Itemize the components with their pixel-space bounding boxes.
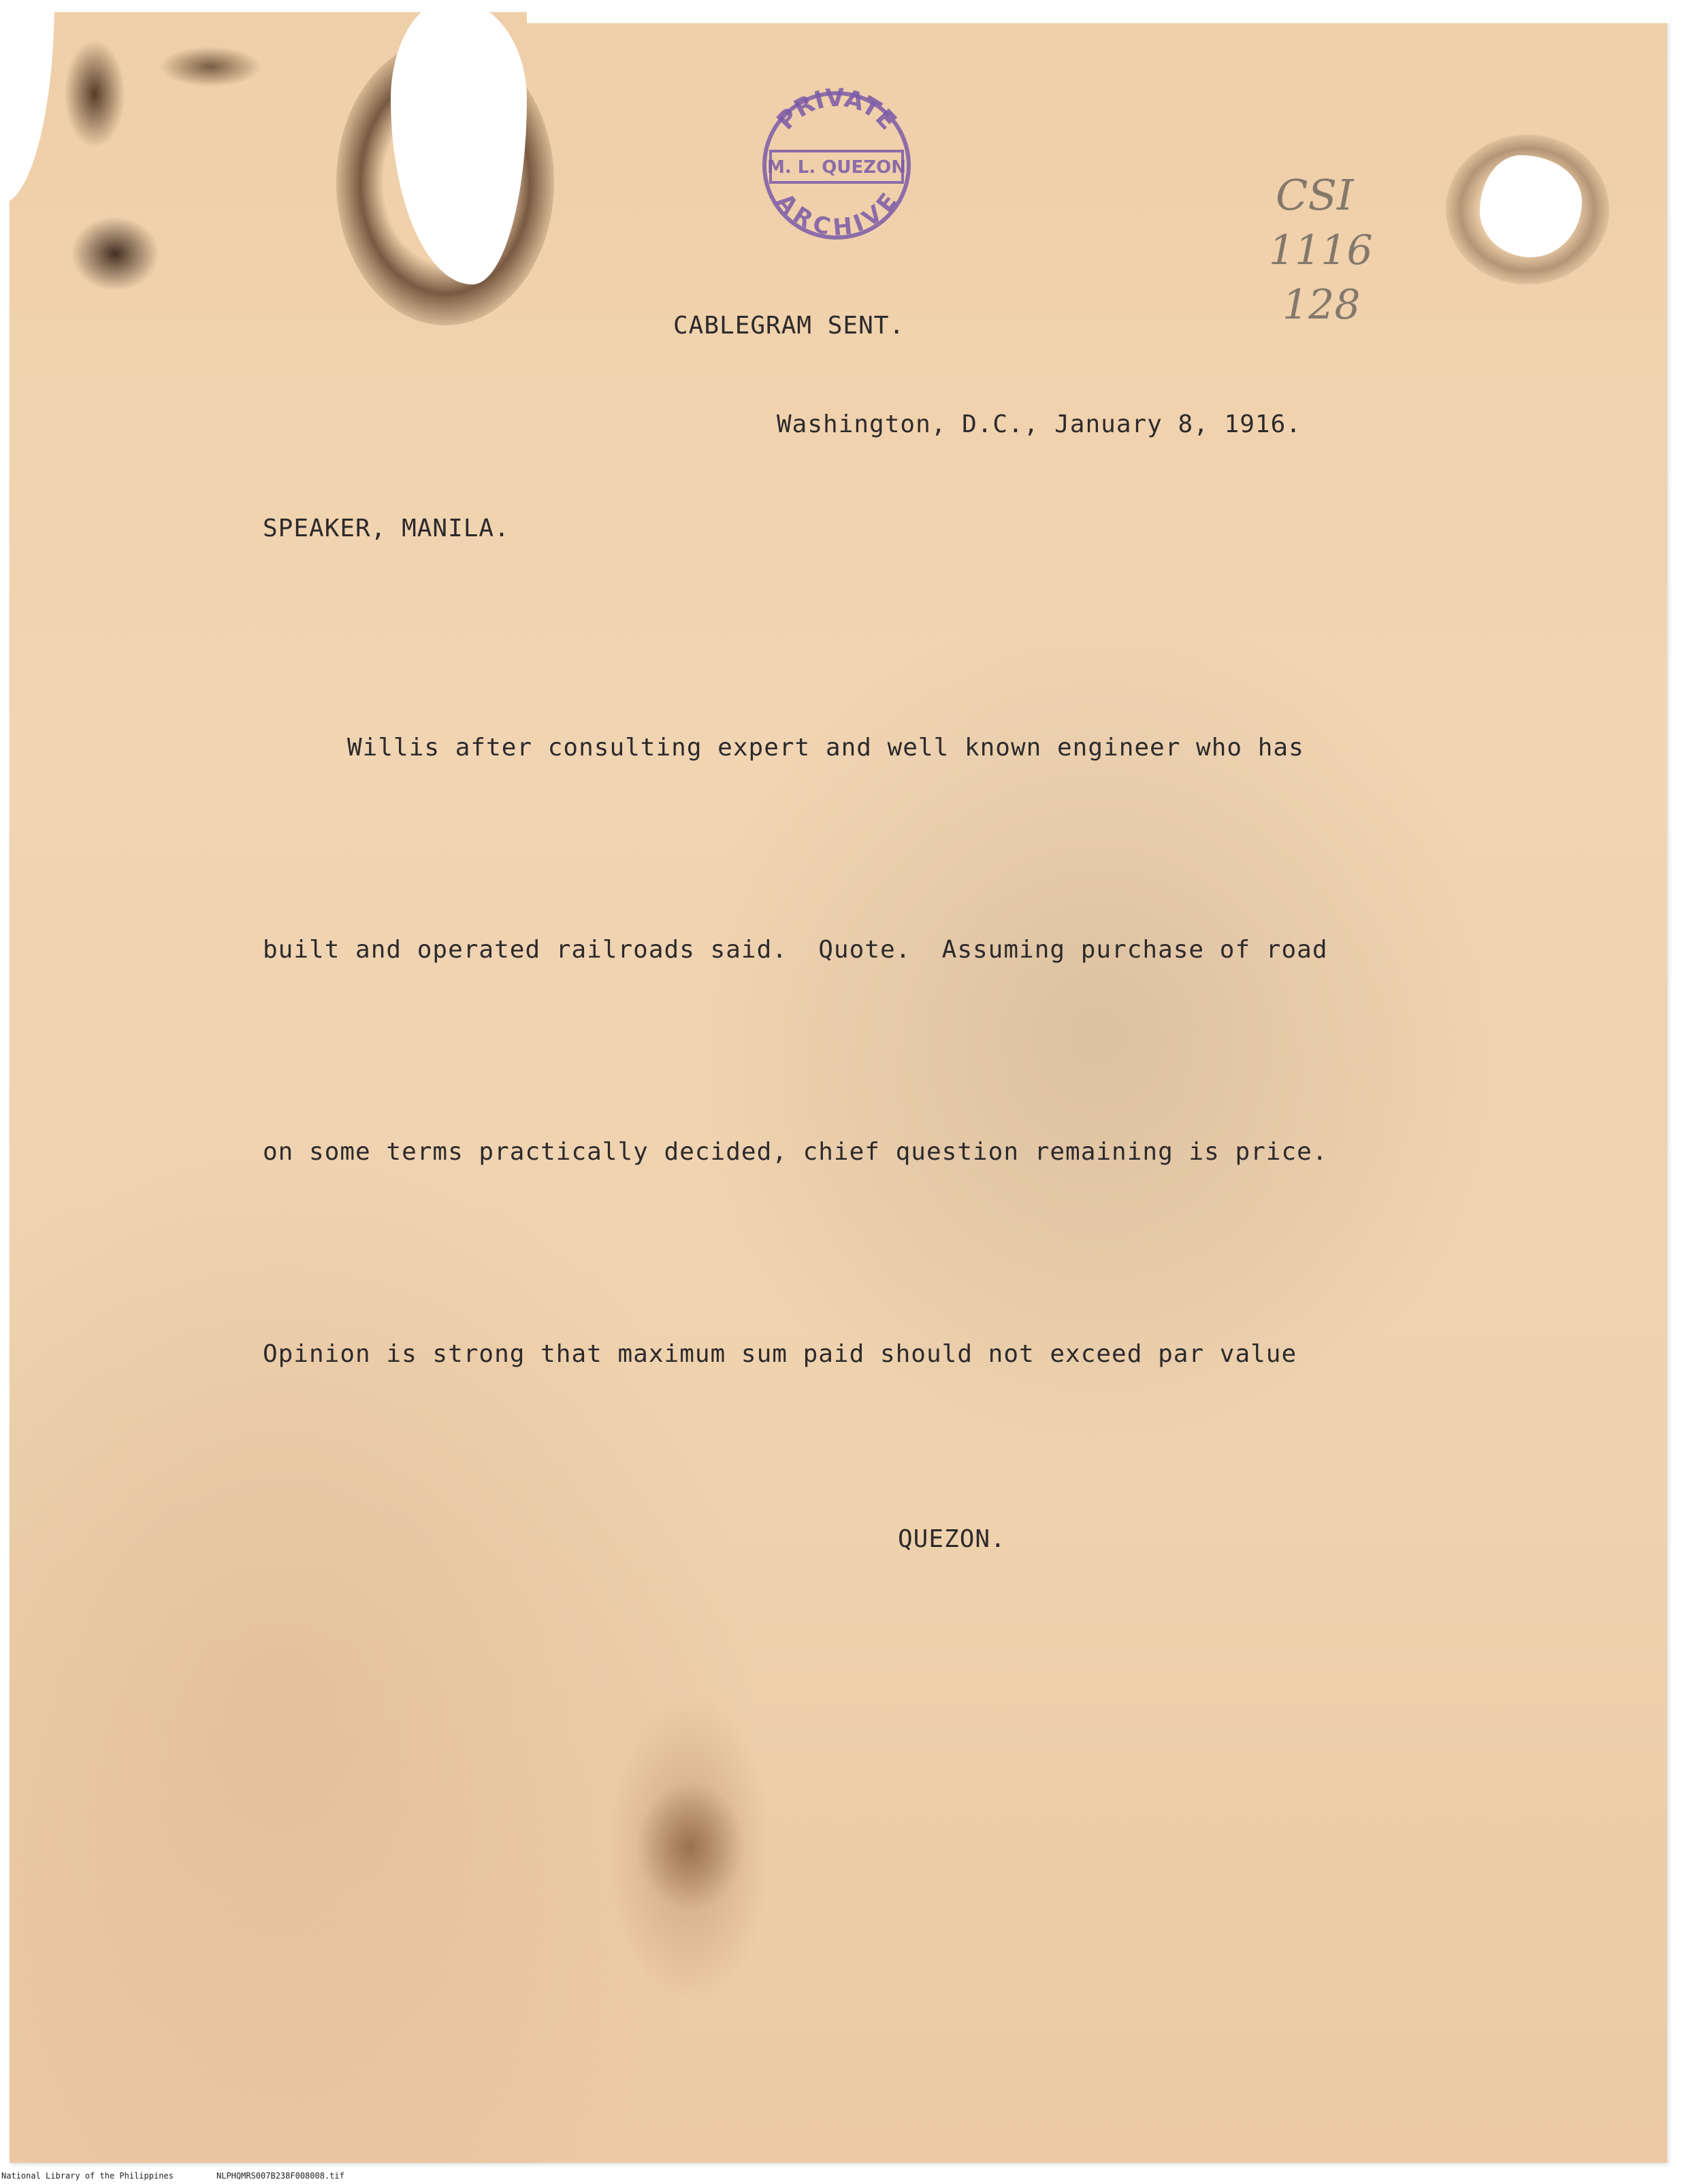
stamp-top-text: PRIVATE [771,87,902,135]
burn-stain-top [159,46,261,87]
pencil-note-line-3: 128 [1282,281,1361,329]
document-title: CABLEGRAM SENT. [673,312,905,340]
pencil-note-line-1: CSI [1276,170,1354,220]
body-line: on some terms practically decided, chief question remaining is price. [263,1138,1328,1166]
paper-sheet [10,12,1667,2163]
burn-stain-left [71,216,159,291]
message-body [263,579,1488,1423]
torn-corner-top-left [0,0,54,204]
burn-stain-top-left [64,39,125,148]
torn-top-edge [527,0,1670,23]
pencil-note-line-2: 1116 [1269,227,1373,274]
footer-library: National Library of the Philippines [1,2171,174,2181]
dateline: Washington, D.C., January 8, 1916. [777,410,1301,438]
footer-filename: NLPHQMRS007B238F008008.tif [216,2171,344,2181]
salutation: SPEAKER, MANILA. [263,515,510,542]
stamp-bottom-text: ARCHIVE [771,188,903,242]
stain-lower-center [636,1782,745,1911]
signature: QUEZON. [898,1525,1006,1553]
pencil-annotation [1262,162,1398,339]
body-line: Willis after consulting expert and well known engineer who has [347,734,1304,762]
body-line: built and operated railroads said. Quote. Assuming purchase of road [263,936,1328,964]
private-archive-stamp [758,87,915,244]
stamp-center-text: M. L. QUEZON [767,157,906,178]
body-line: Opinion is strong that maximum sum paid should not exceed par value [263,1340,1297,1368]
